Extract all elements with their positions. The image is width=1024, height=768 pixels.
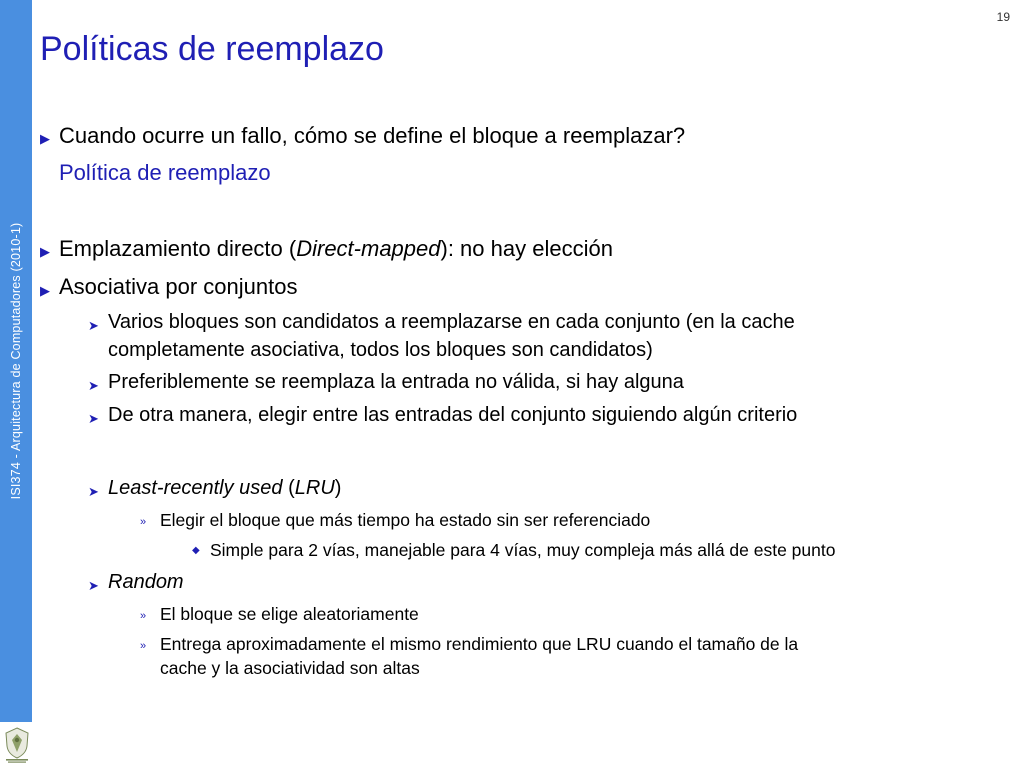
triangle-right-icon: ▶	[40, 244, 50, 259]
sub-item-candidatos-line1: Varios bloques son candidatos a reemplazarse en cada conjunto (en la cache	[108, 311, 795, 333]
sub-item-candidatos-line2: completamente asociativa, todos los bloques son candidatos)	[108, 339, 653, 361]
double-chevron-icon: »	[140, 640, 147, 652]
sidebar-course-label: ISI374 - Arquitectura de Computadores (2010-1)	[9, 222, 23, 500]
chevron-right-icon: ➤	[88, 578, 99, 593]
diamond-icon: ◆	[192, 545, 200, 556]
lru-paren-close: )	[334, 477, 342, 499]
directo-text: Emplazamiento directo (	[59, 236, 297, 261]
sub-item-random	[108, 571, 184, 594]
slide-title: Políticas de reemplazo	[40, 30, 384, 68]
chevron-right-icon: ➤	[88, 318, 99, 333]
chevron-right-icon: ➤	[88, 484, 99, 499]
sub-item-preferiblemente: Preferiblemente se reemplaza la entrada no válida, si hay alguna	[108, 371, 684, 393]
lru-emphasis: Least-recently used	[108, 477, 283, 499]
random-performance-line2: cache y la asociatividad son altas	[160, 658, 420, 678]
lru-complexity: Simple para 2 vías, manejable para 4 vías, muy compleja más allá de este punto	[210, 540, 836, 560]
sub-item-lru	[108, 477, 341, 500]
lru-abbrev: LRU	[294, 477, 335, 499]
directo-emphasis: Direct-mapped	[296, 236, 441, 261]
double-chevron-icon: »	[140, 610, 147, 622]
bullet-item-asociativa: Asociativa por conjuntos	[59, 274, 298, 299]
random-performance-line1: Entrega aproximadamente el mismo rendimiento que LRU cuando el tamaño de la	[160, 634, 799, 654]
chevron-right-icon: ➤	[88, 378, 99, 393]
random-detail: El bloque se elige aleatoriamente	[160, 604, 419, 624]
page-number: 19	[996, 10, 1010, 24]
triangle-right-icon: ▶	[40, 131, 50, 146]
sub-item-otra-manera: De otra manera, elegir entre las entradas del conjunto siguiendo algún criterio	[108, 404, 798, 426]
bullet-item-politica: Política de reemplazo	[59, 160, 271, 185]
chevron-right-icon: ➤	[88, 411, 99, 426]
directo-text-end: ): no hay elección	[440, 236, 613, 261]
lru-paren-open: (	[282, 477, 295, 499]
double-chevron-icon: »	[140, 516, 147, 528]
triangle-right-icon: ▶	[40, 283, 50, 298]
bullet-item-fallo: Cuando ocurre un fallo, cómo se define el bloque a reemplazar?	[59, 123, 686, 148]
random-emphasis: Random	[108, 571, 184, 593]
bullet-item-directo	[59, 236, 613, 262]
lru-detail: Elegir el bloque que más tiempo ha estado sin ser referenciado	[160, 510, 651, 530]
